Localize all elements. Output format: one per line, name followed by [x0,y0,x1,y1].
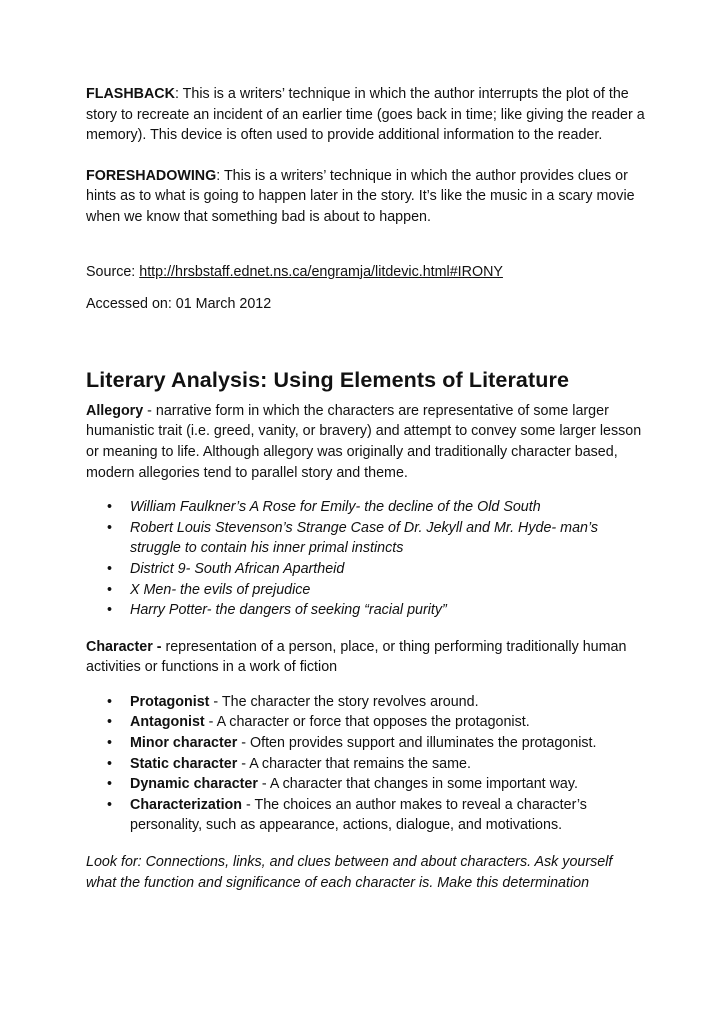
list-item [86,733,646,754]
allegory-examples-list [86,497,646,621]
document-page [86,84,646,893]
source-line [86,262,646,283]
foreshadowing-term: FORESHADOWING [86,167,217,184]
list-item: • Robert Louis Stevenson’s Strange Case of Dr. Jekyll and Mr. Hyde- man’s struggle to contain his inner primal instincts [86,518,646,559]
character-type-text: - The choices an author makes to reveal a character’s personality, such as appearance, actions, dialogue, and motivations. [130,796,587,834]
flashback-definition: : This is a writers’ technique in which the author interrupts the plot of the story to recreate an incident of an earlier time (goes back in time; like giving the reader a memory). This device is often used to provide additional information to the reader. [86,86,645,144]
character-type-term: Protagonist [130,693,210,710]
list-item [86,712,646,733]
list-item [86,754,646,775]
list-item [86,692,646,713]
accessed-line: Accessed on: 01 March 2012 [86,296,272,313]
character-type-text: - The character the story revolves around. [209,693,479,710]
character-type-text: - A character or force that opposes the protagonist. [204,714,530,731]
character-paragraph [86,637,646,678]
source-link[interactable]: http://hrsbstaff.ednet.ns.ca/engramja/litdevic.html#IRONY [139,263,503,280]
list-item: • William Faulkner’s A Rose for Emily- the decline of the Old South [86,497,646,518]
character-type-term: Minor character [130,735,238,752]
allegory-definition: - narrative form in which the characters are representative of some larger humanistic trait (i.e. greed, vanity, or bravery) and attempt to convey some larger lesson or meaning to life. Although allegory was originally and traditionally character based, modern allegories tend to parallel story and theme. [86,402,642,481]
character-type-text: - A character that remains the same. [237,755,471,772]
flashback-paragraph [86,84,646,146]
allegory-term: Allegory [86,402,144,419]
section-heading: Literary Analysis: Using Elements of Literature [86,367,570,392]
character-types-list [86,692,646,836]
character-type-term: Antagonist [130,714,205,731]
foreshadowing-paragraph [86,166,646,228]
flashback-term: FLASHBACK [86,86,175,102]
list-item [86,774,646,795]
list-item [86,795,646,836]
foreshadowing-definition: : This is a writers’ technique in which the author provides clues or hints as to what is going to happen later in the story. It’s like the music in a scary movie when we know that something bad is about to happen. [86,167,635,225]
look-for-paragraph: Look for: Connections, links, and clues between and about characters. Ask yourself what the function and significance of each character is. Make this determination [86,854,613,891]
allegory-paragraph [86,401,646,483]
list-item: • District 9- South African Apartheid [86,559,646,580]
list-item: • Harry Potter- the dangers of seeking “racial purity” [86,600,646,621]
list-item: • X Men- the evils of prejudice [86,580,646,601]
source-label: Source: [86,263,140,280]
character-term: Character - [86,638,166,655]
character-type-term: Dynamic character [130,776,258,793]
character-type-term: Characterization [130,796,243,813]
character-type-text: - A character that changes in some important way. [257,776,578,793]
character-type-text: - Often provides support and illuminates the protagonist. [237,735,597,752]
character-definition: representation of a person, place, or thing performing traditionally human activities or functions in a work of fiction [86,638,627,676]
character-type-term: Static character [130,755,238,772]
